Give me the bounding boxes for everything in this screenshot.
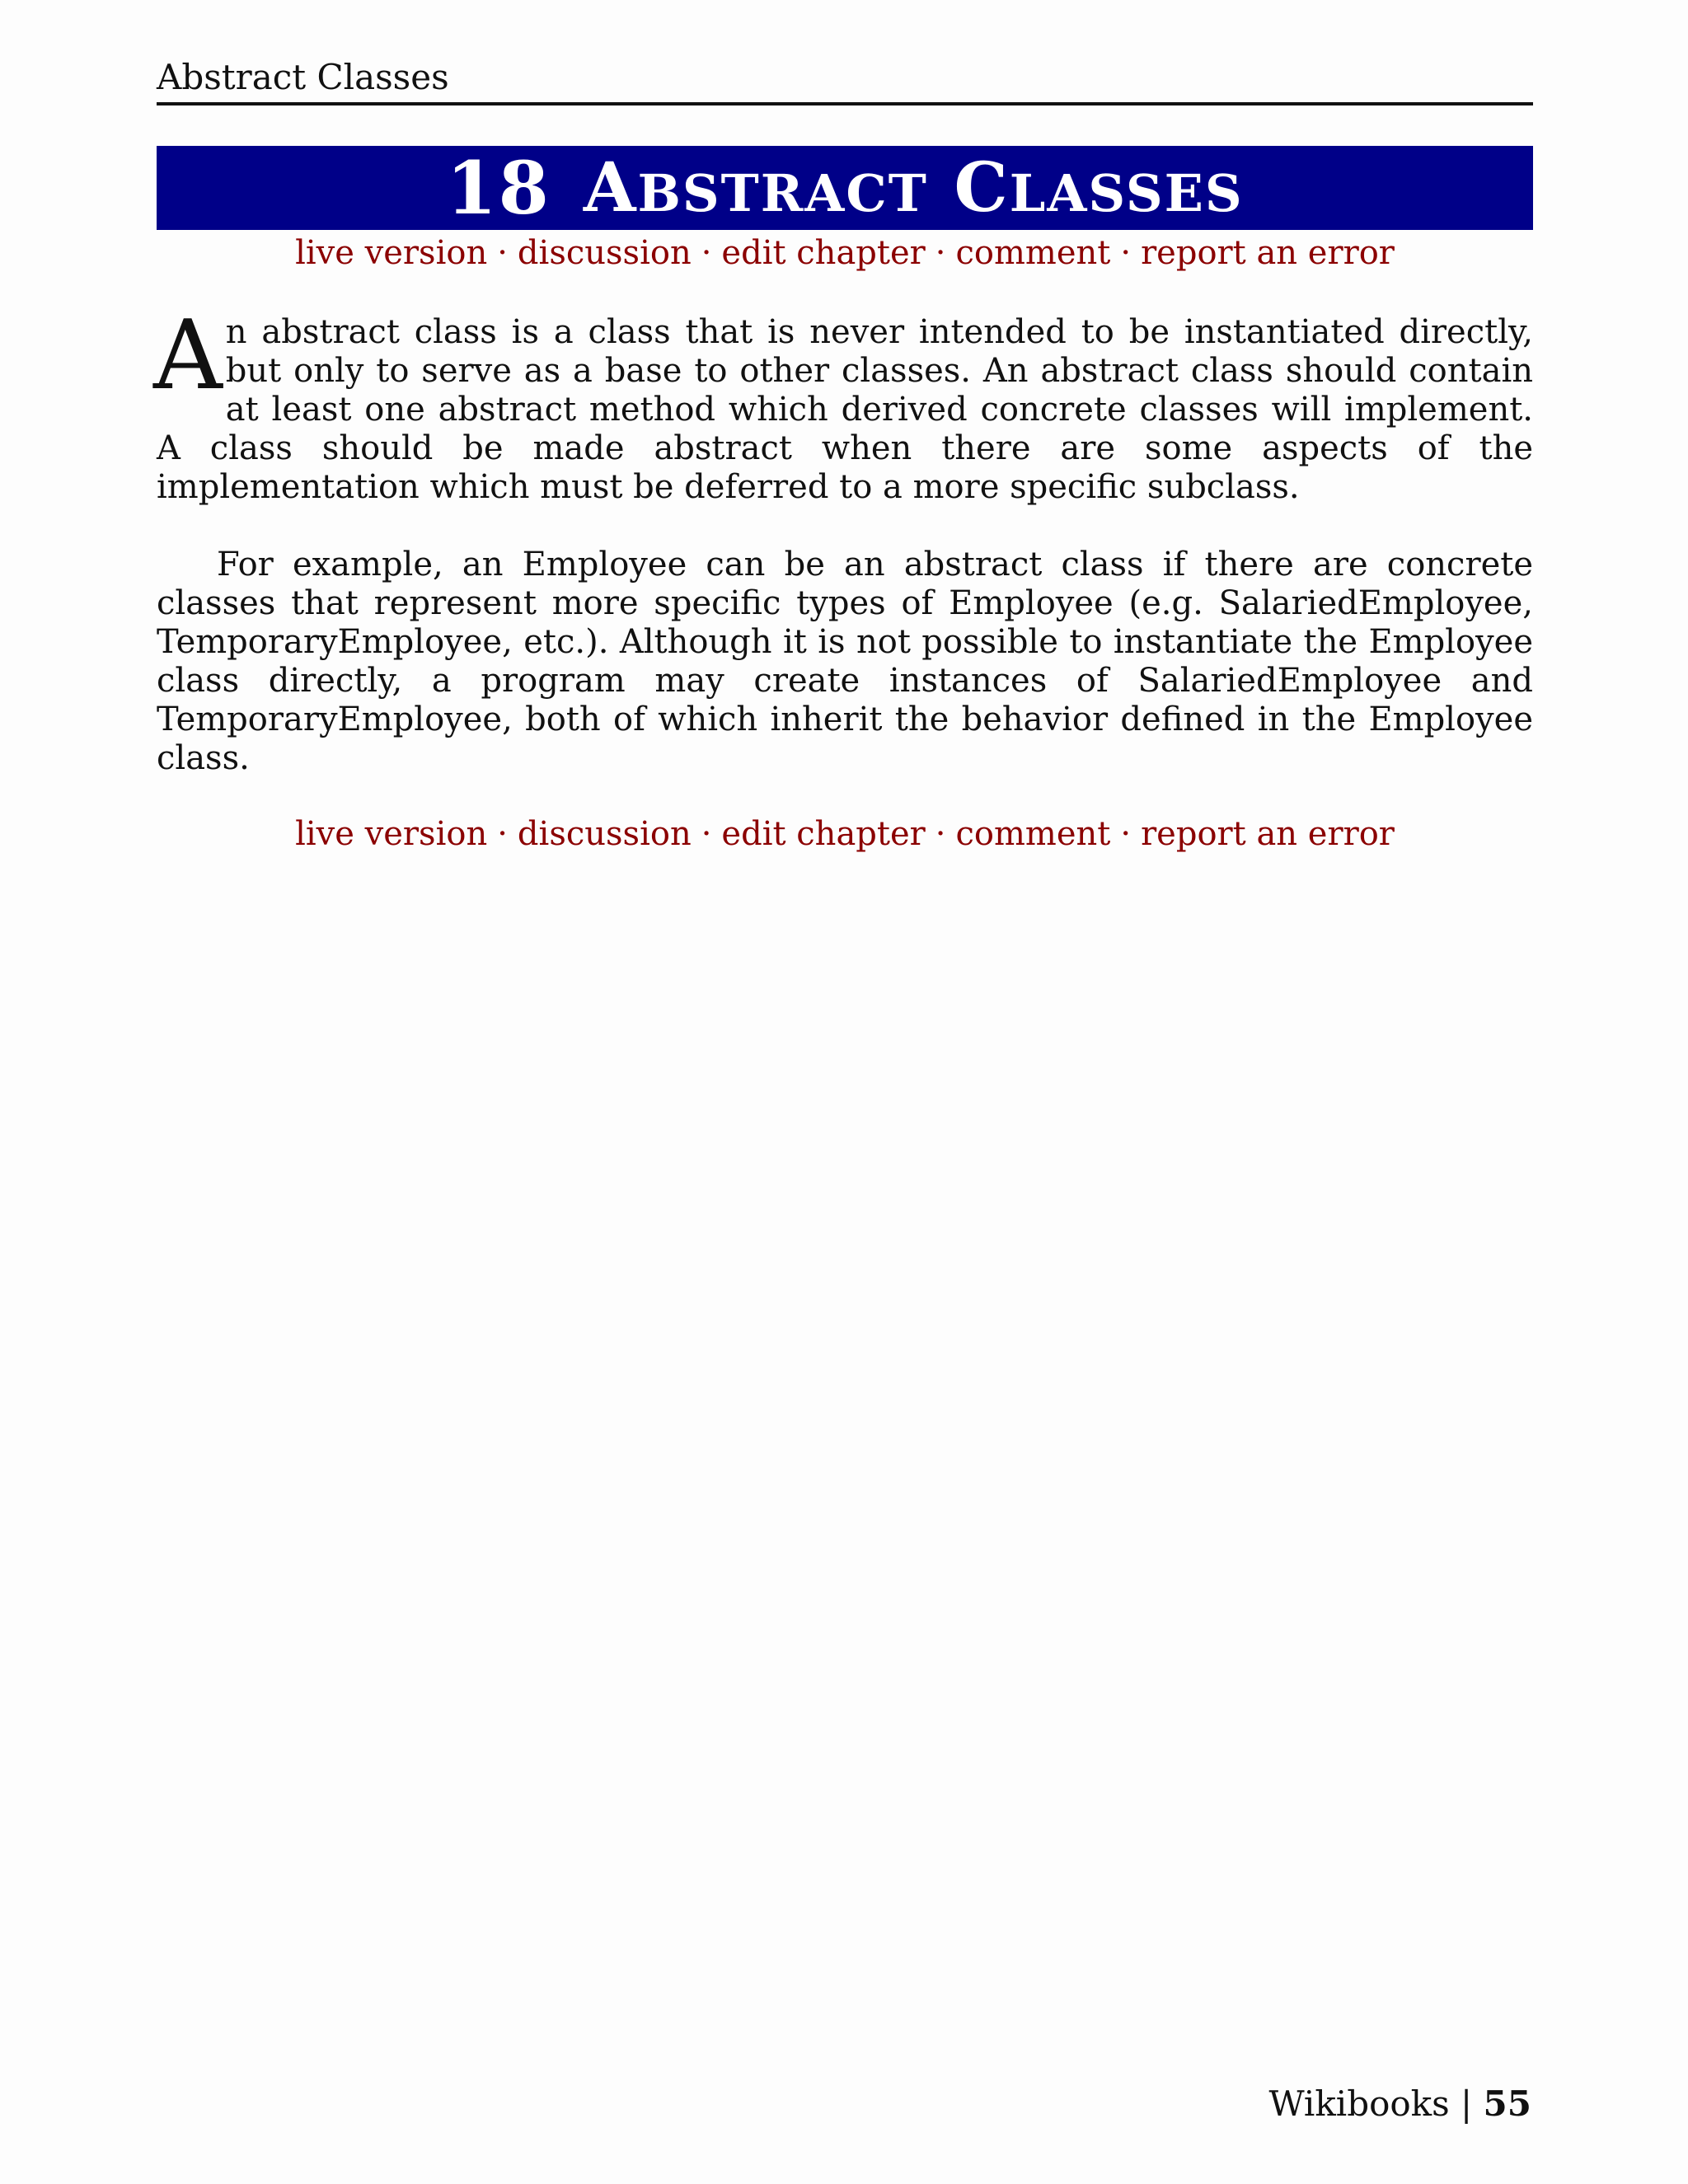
title-word-2-initial: C: [954, 148, 1010, 227]
link-separator: ·: [935, 234, 946, 272]
running-header: Abstract Classes: [157, 57, 449, 97]
page-number: 55: [1483, 2083, 1531, 2124]
chapter-number: 18: [446, 145, 551, 231]
title-word-2-rest: LASSES: [1009, 163, 1244, 223]
report-error-link[interactable]: report an error: [1141, 234, 1395, 272]
comment-link[interactable]: comment: [955, 815, 1111, 853]
header-rule: [157, 102, 1533, 105]
link-separator: ·: [497, 234, 508, 272]
discussion-link[interactable]: discussion: [517, 815, 692, 853]
paragraph-2: For example, an Employee can be an abstract class if there are concrete classes that represent more specific types of Employee (e.g. SalariedEmployee, TemporaryEmployee, etc.). Although it is not possible to instantiate the Employee class directly, a program may create instances of SalariedEmployee and TemporaryEmployee, both of which inherit the behavior defined in the Employee class.: [157, 546, 1533, 777]
link-separator: ·: [1120, 815, 1132, 853]
report-error-link[interactable]: report an error: [1141, 815, 1395, 853]
comment-link[interactable]: comment: [955, 234, 1111, 272]
chapter-links-top: [157, 232, 1533, 274]
title-word-1-initial: A: [583, 148, 638, 227]
title-word-1-rest: BSTRACT: [637, 163, 928, 223]
edit-chapter-link[interactable]: edit chapter: [721, 815, 926, 853]
paragraph-1-text: n abstract class is a class that is never intended to be instantiated directly, but only to serve as a base to other classes. An abstract class should contain at least one abstract method which derived concrete classes will implement. A class should be made abstract when there are some aspects of the implementation which must be deferred to a more specific subclass.: [157, 313, 1533, 506]
live-version-link[interactable]: live version: [295, 234, 488, 272]
link-separator: ·: [497, 815, 508, 853]
link-separator: ·: [1120, 234, 1132, 272]
link-separator: ·: [935, 815, 946, 853]
link-separator: ·: [701, 234, 712, 272]
page-footer: [1268, 2083, 1531, 2125]
paragraph-1: [153, 300, 1533, 507]
chapter-title: [584, 148, 1244, 227]
footer-divider: |: [1461, 2083, 1473, 2124]
chapter-links-bottom: [157, 813, 1533, 855]
live-version-link[interactable]: live version: [295, 815, 488, 853]
edit-chapter-link[interactable]: edit chapter: [721, 234, 926, 272]
link-separator: ·: [701, 815, 712, 853]
discussion-link[interactable]: discussion: [517, 234, 692, 272]
chapter-title-banner: [157, 146, 1533, 230]
footer-publisher: Wikibooks: [1268, 2083, 1450, 2124]
drop-cap: A: [153, 300, 223, 411]
